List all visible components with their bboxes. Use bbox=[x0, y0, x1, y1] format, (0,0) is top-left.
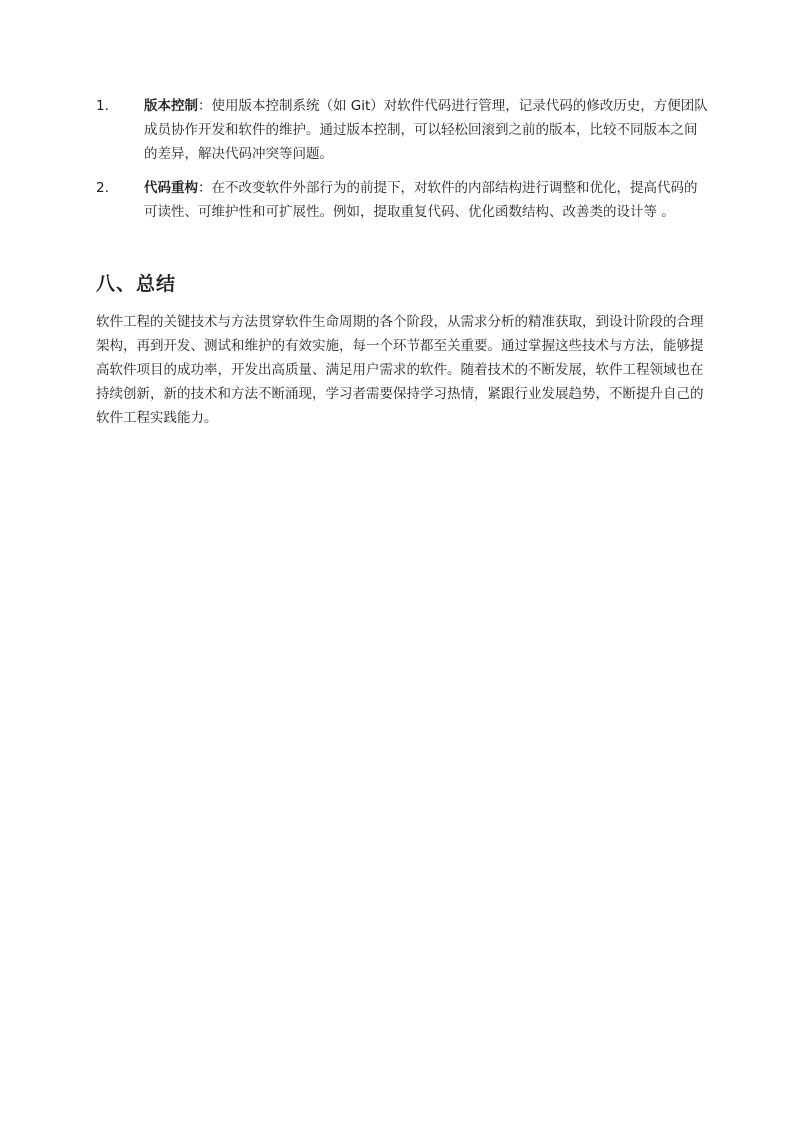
list-item bbox=[96, 94, 710, 166]
section-heading: 八、总结 bbox=[96, 273, 177, 295]
list-item bbox=[96, 176, 710, 224]
summary-paragraph: 软件工程的关键技术与方法贯穿软件生命周期的各个阶段，从需求分析的精准获取，到设计阶段的合理架构，再到开发、测试和维护的有效实施，每一个环节都至关重要。通过掌握这些技术与方法，能够提高软件项目的成功率，开发出高质量、满足用户需求的软件。随着技术的不断发展，软件工程领域也在持续创新，新的技术和方法不断涌现，学习者需要保持学习热情，紧跟行业发展趋势，不断提升自己的软件工程实践能力。 bbox=[96, 314, 704, 426]
list-item-number: 1. bbox=[96, 98, 109, 114]
list-item-term: 代码重构 bbox=[144, 180, 198, 196]
list-item-number: 2. bbox=[96, 180, 109, 196]
list-item-term: 版本控制 bbox=[144, 98, 198, 114]
list-item-text: ：在不改变软件外部行为的前提下，对软件的内部结构进行调整和优化，提高代码的可读性、可维护性和可扩展性。例如，提取重复代码、优化函数结构、改善类的设计等 。 bbox=[144, 180, 698, 220]
list-item-text: ：使用版本控制系统（如 Git）对软件代码进行管理，记录代码的修改历史，方便团队成员协作开发和软件的维护。通过版本控制，可以轻松回滚到之前的版本，比较不同版本之间的差异，解决代码冲突等问题。 bbox=[144, 98, 708, 162]
numbered-list bbox=[96, 94, 710, 234]
